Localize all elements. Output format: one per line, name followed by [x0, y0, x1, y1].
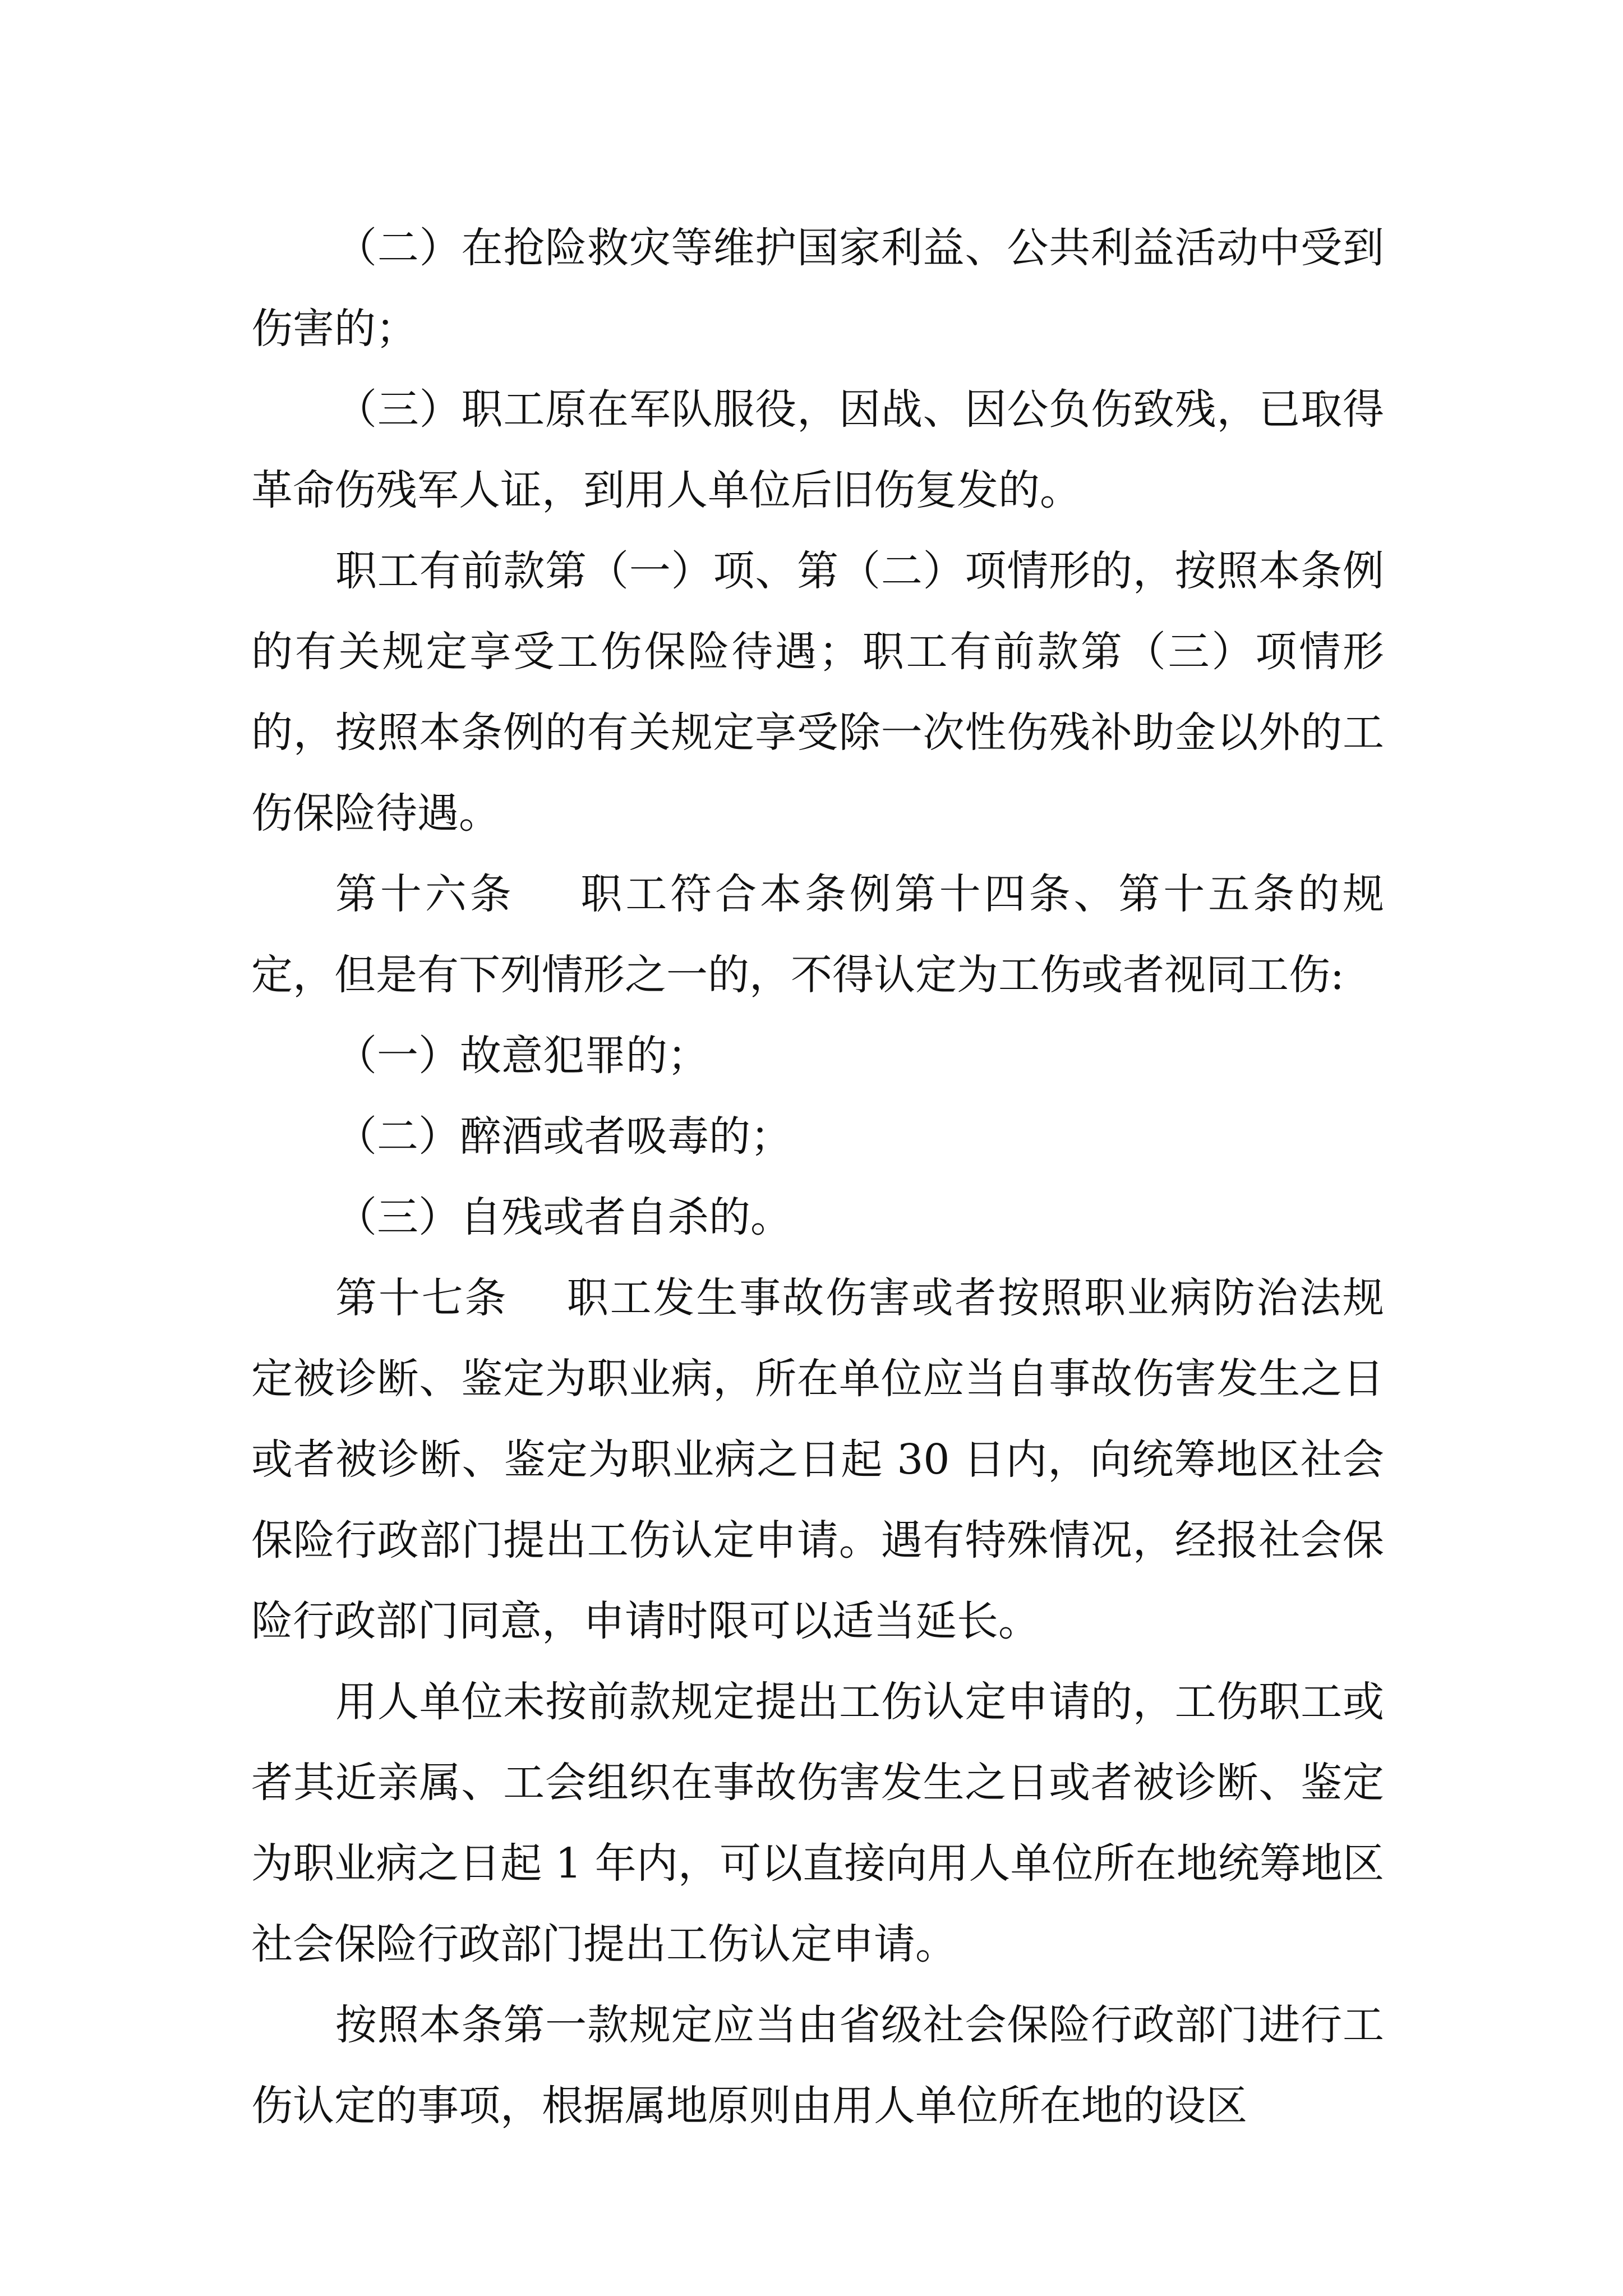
- paragraph-article-17-clause-3: 按照本条第一款规定应当由省级社会保险行政部门进行工伤认定的事项，根据属地原则由用人单位所在地的设区: [251, 2001, 1384, 2130]
- paragraph-article-16-item-2: （二）醉酒或者吸毒的；: [335, 1112, 792, 1161]
- document-body: [251, 208, 1384, 2146]
- paragraph-item-2-harm-in-rescue: （二）在抢险救灾等维护国家利益、公共利益活动中受到伤害的；: [251, 224, 1384, 353]
- paragraph-article-16-item-3: （三）自残或者自杀的。: [335, 1193, 792, 1241]
- paragraph-article-16: 第十六条 职工符合本条例第十四条、第十五条的规定，但是有下列情形之一的，不得认定为工伤或者视同工伤:: [251, 870, 1384, 999]
- paragraph-article-17-clause-2: 用人单位未按前款规定提出工伤认定申请的，工伤职工或者其近亲属、工会组织在事故伤害发生之日或者被诊断、鉴定为职业病之日起 1 年内，可以直接向用人单位所在地统筹地区社会保险行政部门提出工伤认定申请。: [251, 1678, 1384, 1968]
- paragraph-article-17: 第十七条 职工发生事故伤害或者按照职业病防治法规定被诊断、鉴定为职业病，所在单位应当自事故伤害发生之日或者被诊断、鉴定为职业病之日起 30 日内，向统筹地区社会保险行政部门提出工伤认定申请。遇有特殊情况，经报社会保险行政部门同意，申请时限可以适当延长。: [251, 1274, 1384, 1645]
- paragraph-item-3-veteran-injury: （三）职工原在军队服役，因战、因公负伤致残，已取得革命伤残军人证，到用人单位后旧伤复发的。: [251, 385, 1384, 514]
- paragraph-benefits-note: 职工有前款第（一）项、第（二）项情形的，按照本条例的有关规定享受工伤保险待遇；职工有前款第（三）项情形的，按照本条例的有关规定享受除一次性伤残补助金以外的工伤保险待遇。: [251, 547, 1384, 838]
- paragraph-article-16-item-1: （一）故意犯罪的；: [335, 1032, 709, 1080]
